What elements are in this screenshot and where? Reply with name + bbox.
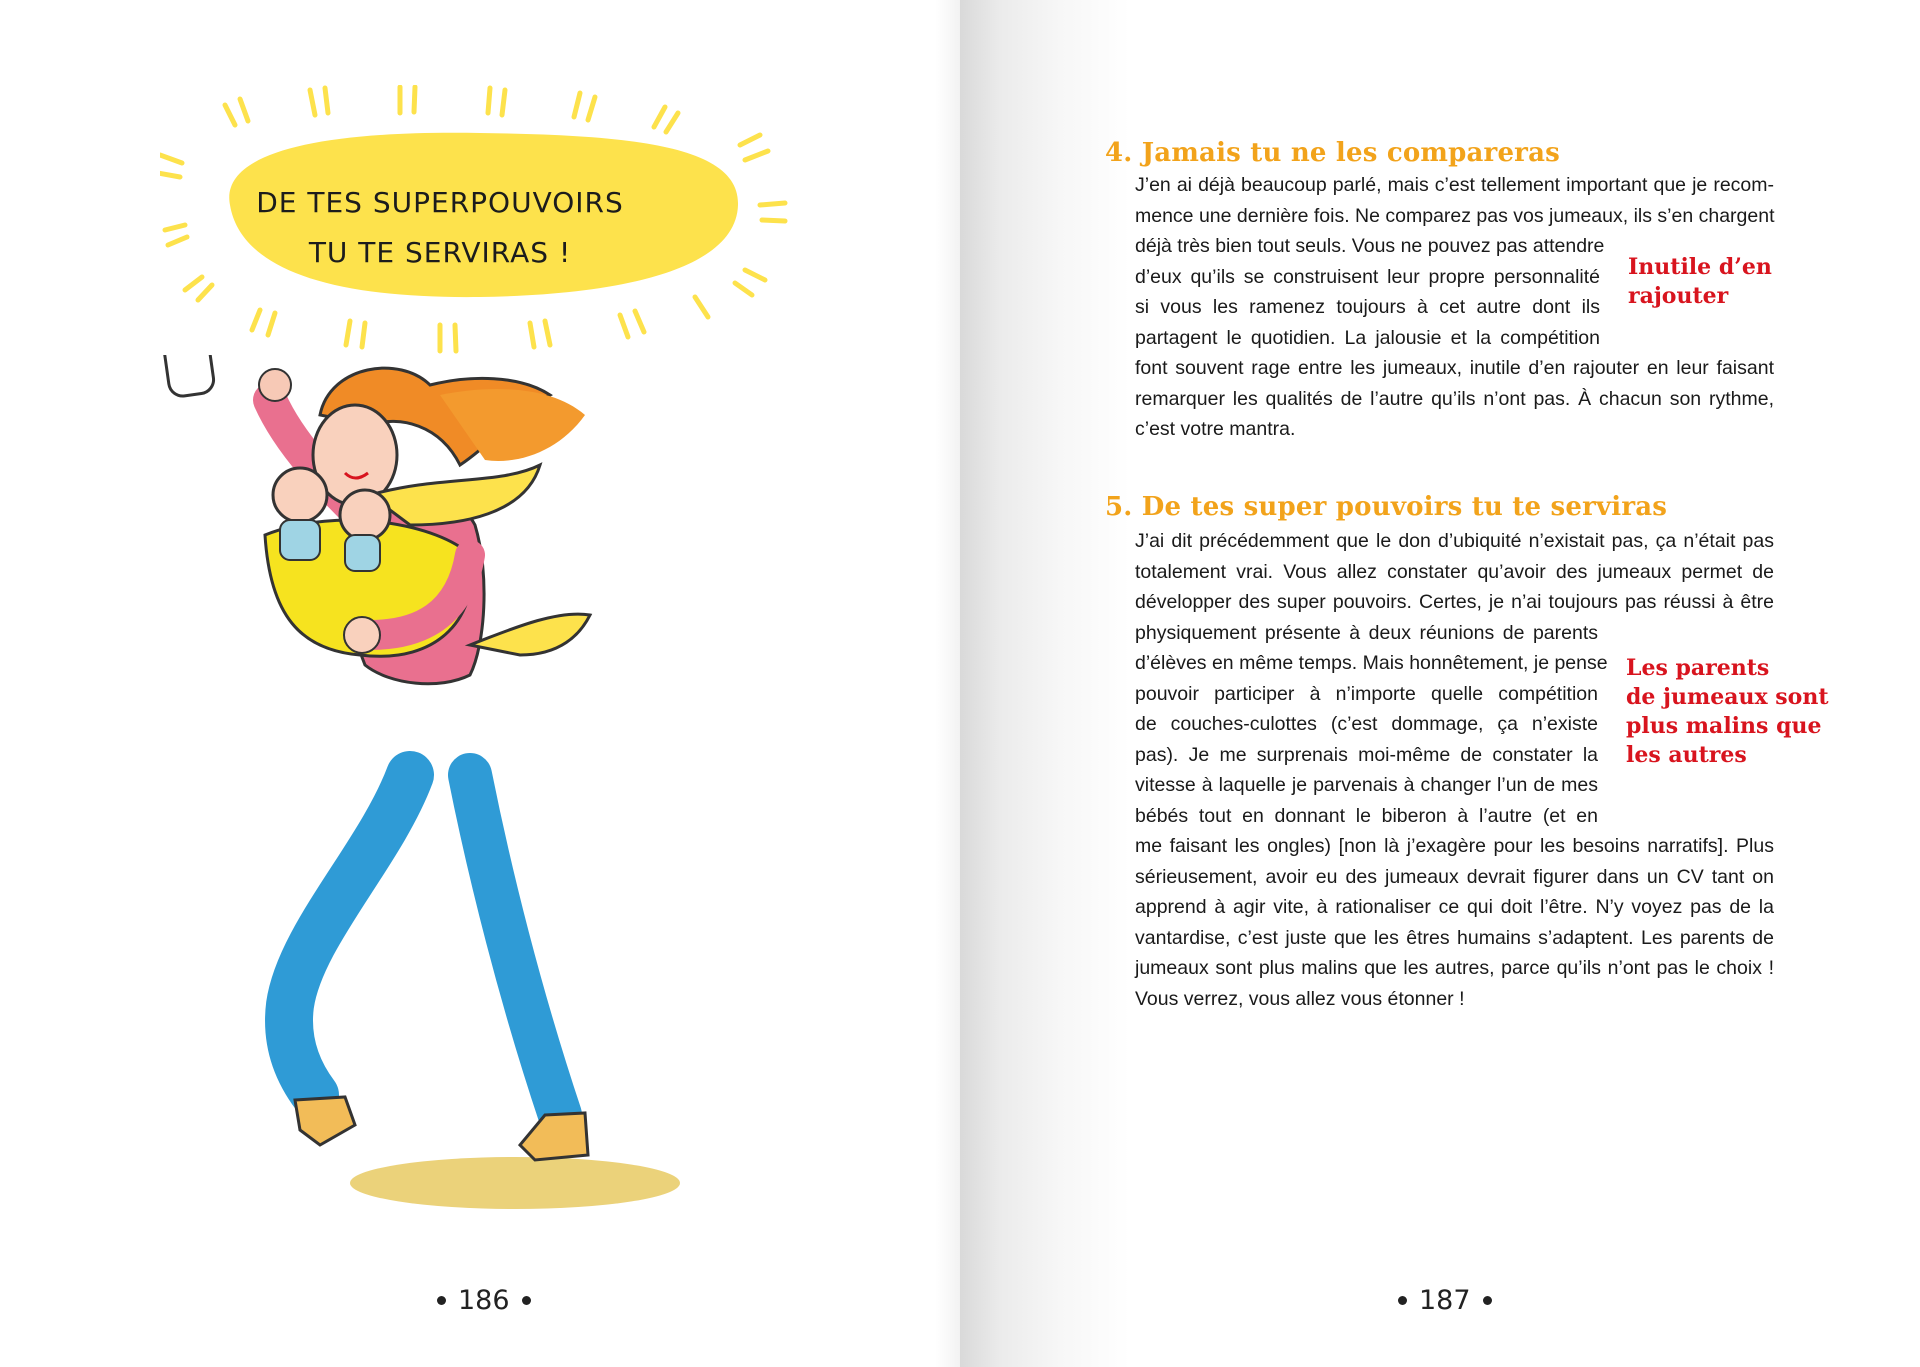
- callout-parents-jumeaux: [1626, 654, 1829, 770]
- callout-line: de jumeaux sont: [1626, 684, 1829, 710]
- paragraph-line: me faisant les ongles) [non là j’exagère pour les besoins narratifs]. Plus: [1135, 835, 1774, 857]
- bullet-dot-icon: [522, 1296, 531, 1305]
- paragraph-line: physiquement présente à deux réunions de parents: [1135, 621, 1598, 644]
- mother-carrying-twins-illustration: [140, 355, 840, 1215]
- bullet-dot-icon: [1398, 1296, 1407, 1305]
- callout-line: les autres: [1626, 742, 1747, 768]
- page-number-right: [1398, 1285, 1492, 1316]
- page-number-left: [437, 1285, 531, 1316]
- gutter-shadow: [935, 0, 960, 1367]
- callout-inutile: [1628, 253, 1772, 311]
- paragraph-line: J’ai dit précédemment que le don d’ubiquité n’existait pas, ça n’était pas: [1135, 530, 1774, 552]
- bubble-title: [235, 178, 645, 278]
- paragraph-line: pas). Je me surprenais moi-même de constater la: [1135, 743, 1598, 766]
- paragraph-line: d’eux qu’ils se construisent leur propre personnalité: [1135, 265, 1600, 288]
- page-number-text: 186: [458, 1285, 510, 1316]
- page-number-text: 187: [1419, 1285, 1471, 1316]
- paragraph-line: jumeaux sont plus malins que les autres, parce qu’ils n’ont pas le choix !: [1135, 957, 1774, 979]
- section-5-title: 5. De tes super pouvoirs tu te serviras: [1105, 492, 1668, 522]
- callout-line: Les parents: [1626, 655, 1770, 681]
- paragraph-line: bébés tout en donnant le biberon à l’autre (et en: [1135, 804, 1598, 827]
- bubble-title-line: TU TE SERVIRAS !: [308, 236, 572, 269]
- paragraph-line: pouvoir participer à n’importe quelle compétition: [1135, 682, 1598, 705]
- bullet-dot-icon: [437, 1296, 446, 1305]
- bullet-dot-icon: [1483, 1296, 1492, 1305]
- paragraph-line: totalement vrai. Vous allez constater qu’avoir des jumeaux permet de: [1135, 560, 1774, 583]
- callout-line: Inutile d’en: [1628, 254, 1772, 280]
- paragraph-line: remarquer les qualités de l’autre qu’ils n’ont pas. À chacun son rythme,: [1135, 387, 1774, 410]
- paragraph-line: partagent le quotidien. La jalousie et la compétition: [1135, 326, 1600, 349]
- paragraph-line: d’élèves en même temps. Mais honnêtement, je pense: [1135, 652, 1608, 674]
- paragraph-line: font souvent rage entre les jumeaux, inutile d’en rajouter en leur faisant: [1135, 357, 1774, 379]
- paragraph-line: vitesse à laquelle je parvenais à changer l’un de mes: [1135, 774, 1598, 796]
- paragraph-line: apprend à agir vite, à rationaliser ce qui doit l’être. N’y voyez pas de la: [1135, 896, 1774, 918]
- bubble-title-line: DE TES SUPERPOUVOIRS: [256, 186, 624, 219]
- paragraph-line: J’en ai déjà beaucoup parlé, mais c’est tellement important que je recom-: [1135, 174, 1774, 196]
- section-5-paragraph: [1135, 526, 1774, 1014]
- paragraph-line: mence une dernière fois. Ne comparez pas vos jumeaux, ils s’en chargent: [1135, 204, 1775, 227]
- paragraph-line: développer des super pouvoirs. Certes, je n’ai toujours pas réussi à être: [1135, 591, 1774, 613]
- paragraph-line: de couches-culottes (c’est dommage, ça n’existe: [1135, 713, 1598, 735]
- paragraph-line: vantardise, c’est juste que les êtres humains s’adaptent. Les parents de: [1135, 926, 1774, 949]
- paragraph-line: déjà très bien tout seuls. Vous ne pouvez pas attendre: [1135, 235, 1605, 257]
- callout-line: rajouter: [1628, 283, 1729, 309]
- paragraph-line: sérieusement, avoir eu des jumeaux devrait figurer dans un CV tant on: [1135, 865, 1774, 888]
- paragraph-line: c’est votre mantra.: [1135, 418, 1296, 440]
- paragraph-line: Vous verrez, vous allez vous étonner !: [1135, 987, 1465, 1010]
- paragraph-line: si vous les ramenez toujours à cet autre dont ils: [1135, 296, 1600, 318]
- callout-line: plus malins que: [1626, 713, 1822, 739]
- section-4-title: 4. Jamais tu ne les compareras: [1105, 138, 1560, 168]
